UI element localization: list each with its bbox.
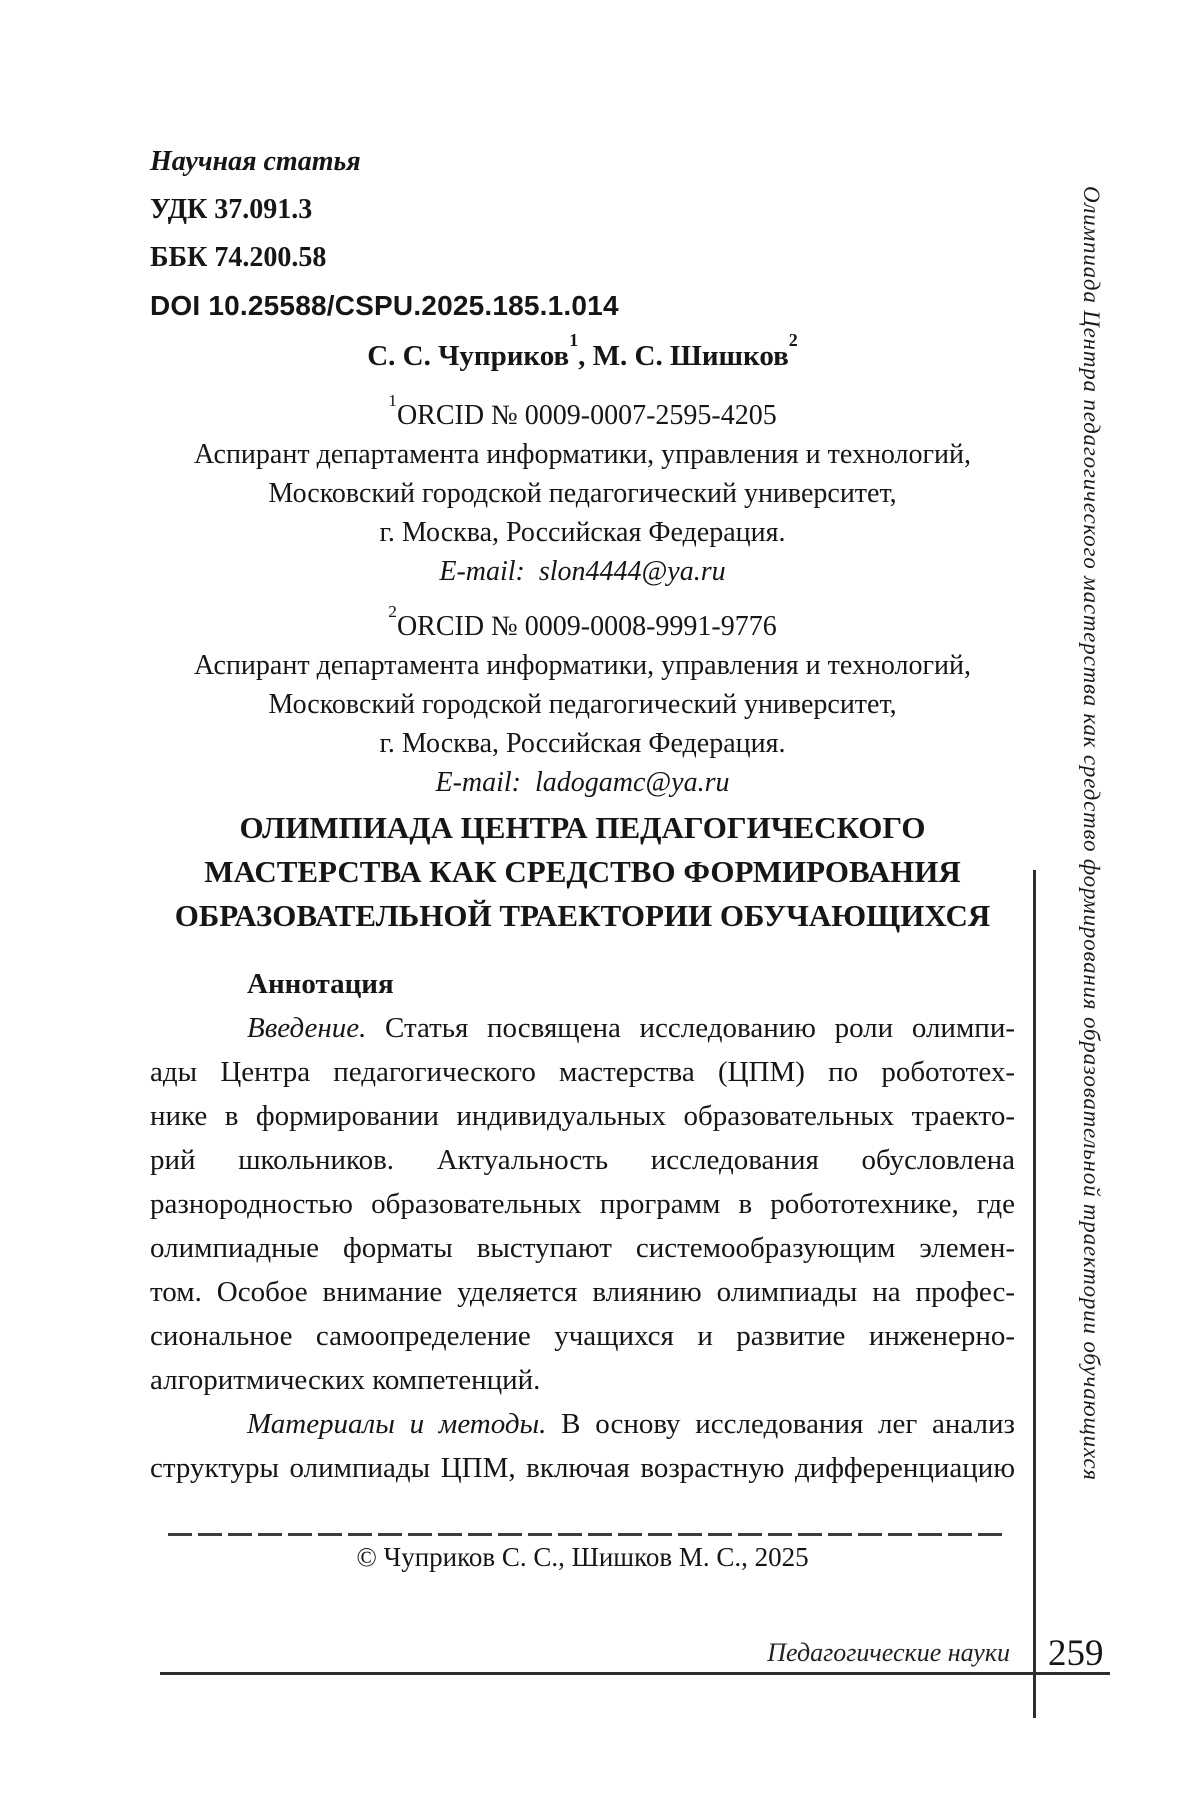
main-column bbox=[150, 0, 1015, 1576]
affiliation-1-university: Московский городской педагогический университет, bbox=[268, 478, 897, 509]
orcid-line-1 bbox=[150, 390, 1015, 435]
email-1-label: E-mail: bbox=[439, 556, 525, 587]
abstract-paragraph-1 bbox=[150, 1006, 1015, 1402]
paragraph-1-lead: Введение. bbox=[247, 1012, 367, 1044]
affiliation-1-city: г. Москва, Российская Федерация. bbox=[379, 517, 786, 548]
orcid-line-2 bbox=[150, 601, 1015, 646]
abstract-paragraph-2 bbox=[150, 1402, 1015, 1490]
author-1-superscript: 1 bbox=[569, 330, 579, 351]
paragraph-1-line-1 bbox=[150, 1006, 1015, 1050]
email-2-label: E-mail: bbox=[435, 767, 521, 798]
email-1-address: slon4444@ya.ru bbox=[538, 556, 726, 587]
footer-horizontal-rule bbox=[160, 1672, 1110, 1675]
paragraph-1-line-7: том. Особое внимание уделяется влиянию олимпиады на профес- bbox=[150, 1276, 1015, 1308]
email-line-2 bbox=[150, 763, 1015, 802]
article-type-label: Научная статья bbox=[150, 146, 361, 177]
email-line-1 bbox=[150, 552, 1015, 591]
article-meta-block bbox=[150, 138, 1015, 330]
orcid-2-value: ORCID № 0009-0008-9991-9776 bbox=[396, 611, 777, 642]
author-1-name: С. С. Чуприков bbox=[367, 340, 570, 372]
affiliation-1-position: Аспирант департамента информатики, управления и технологий, bbox=[194, 439, 971, 470]
copyright-line: © Чуприков С. С., Шишков М. С., 2025 bbox=[356, 1542, 809, 1572]
footer-section-label: Педагогические науки bbox=[767, 1638, 1010, 1667]
copyright-divider-line bbox=[168, 1533, 1008, 1536]
orcid-1-superscript: 1 bbox=[388, 390, 397, 410]
paragraph-2-lead: Материалы и методы. bbox=[247, 1408, 547, 1440]
paragraph-1-line-3: нике в формировании индивидуальных образовательных траекто- bbox=[150, 1100, 1015, 1132]
email-2-address: ladogamc@ya.ru bbox=[535, 767, 730, 798]
footer-vertical-rule bbox=[1033, 870, 1036, 1718]
udk-code: УДК 37.091.3 bbox=[150, 194, 313, 225]
author-2-superscript: 2 bbox=[788, 330, 798, 351]
bbk-code: ББК 74.200.58 bbox=[150, 242, 327, 273]
paragraph-1-line-6: олимпиадные форматы выступают системообразующим элемен- bbox=[150, 1232, 1015, 1264]
paragraph-1-line-9: алгоритмических компетенций. bbox=[150, 1364, 541, 1396]
paragraph-2-line-1 bbox=[150, 1402, 1015, 1446]
paragraph-2-line-2: структуры олимпиады ЦПМ, включая возрастную дифференциацию bbox=[150, 1452, 1015, 1484]
page-number: 259 bbox=[1048, 1633, 1104, 1674]
affiliation-2-university: Московский городской педагогический университет, bbox=[268, 689, 897, 720]
article-title-line-1: ОЛИМПИАДА ЦЕНТРА ПЕДАГОГИЧЕСКОГО bbox=[239, 810, 926, 845]
paragraph-1-line-2: ады Центра педагогического мастерства (ЦПМ) по робототех- bbox=[150, 1056, 1015, 1088]
sidebar-running-title: Олимпиада Центра педагогического мастерства как средство формирования образовательной траектории обучающихся bbox=[1079, 186, 1104, 1481]
affiliation-2-position: Аспирант департамента информатики, управления и технологий, bbox=[194, 650, 971, 681]
article-title-line-3: ОБРАЗОВАТЕЛЬНОЙ ТРАЕКТОРИИ ОБУЧАЮЩИХСЯ bbox=[174, 898, 991, 933]
paragraph-2-lead-rest: В основу исследования лег анализ bbox=[546, 1408, 1015, 1440]
paragraph-1-line-5: разнородностью образовательных программ в робототехнике, где bbox=[150, 1188, 1015, 1220]
paragraph-1-lead-rest: Статья посвящена исследованию роли олимпи- bbox=[366, 1012, 1015, 1044]
author-2-name: М. С. Шишков bbox=[592, 340, 789, 372]
paragraph-1-line-8: сиональное самоопределение учащихся и развитие инженерно- bbox=[150, 1320, 1015, 1352]
orcid-1-value: ORCID № 0009-0007-2595-4205 bbox=[396, 400, 777, 431]
orcid-2-superscript: 2 bbox=[388, 601, 397, 621]
authors-line bbox=[150, 330, 1015, 376]
affiliation-block-2 bbox=[150, 601, 1015, 802]
article-title bbox=[150, 806, 1015, 938]
authors-separator: , bbox=[578, 340, 593, 372]
affiliation-2-city: г. Москва, Российская Федерация. bbox=[379, 728, 786, 759]
paragraph-1-line-4: рий школьников. Актуальность исследования обусловлена bbox=[150, 1144, 1015, 1176]
doi-code: DOI 10.25588/CSPU.2025.185.1.014 bbox=[150, 290, 619, 321]
article-title-line-2: МАСТЕРСТВА КАК СРЕДСТВО ФОРМИРОВАНИЯ bbox=[204, 854, 961, 889]
affiliation-block-1 bbox=[150, 390, 1015, 591]
abstract-heading: Аннотация bbox=[247, 968, 394, 1000]
